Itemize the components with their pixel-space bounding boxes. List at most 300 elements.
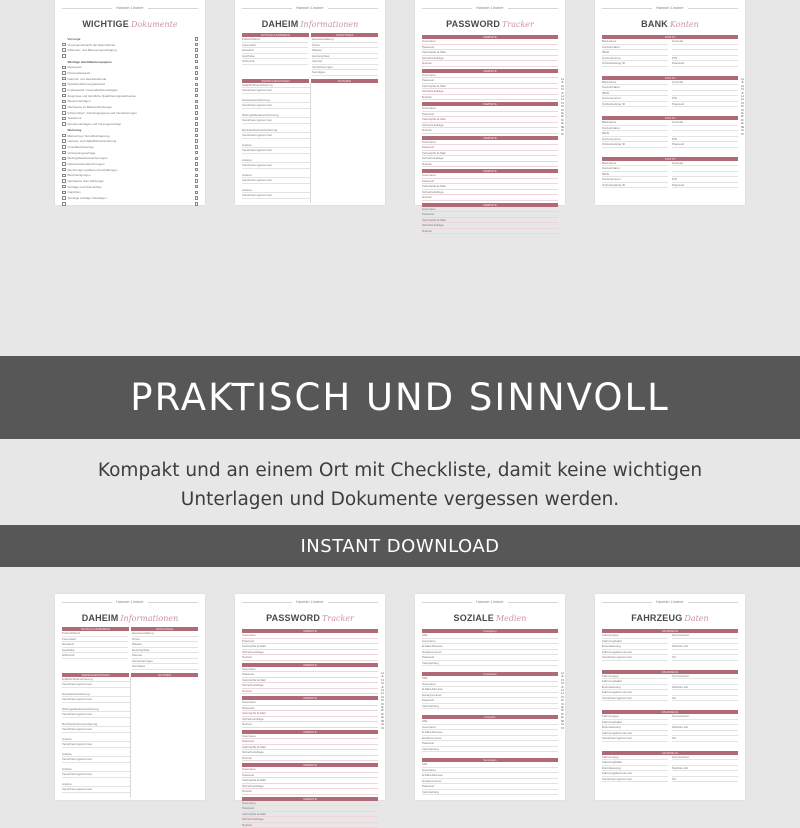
checklist-item: Versorgungsverträge <box>62 150 198 156</box>
form-field-label: Versicherungsnummer <box>62 772 130 778</box>
form-field-label: E-Mail-Adresse <box>422 687 558 693</box>
form-field-label: Sicherheitsfrage <box>242 750 378 756</box>
checkbox-icon <box>195 111 199 115</box>
checklist-item: Personalausweis <box>62 70 198 76</box>
checklist-item: Nebenkostenabrechnungen <box>62 161 198 167</box>
form-field-label: Verknüpfte E-Mail <box>422 84 558 90</box>
checkbox-icon <box>195 43 199 47</box>
form-field-label: Polizei/Notruf <box>62 631 128 637</box>
checkbox-icon <box>195 202 199 206</box>
checkbox-icon <box>62 202 66 206</box>
form-field-label: Sicherheitsfrage <box>242 650 378 656</box>
section-header: WEBSITE <box>422 35 558 39</box>
section-header: VERSICHERUNGEN NOTIZEN <box>62 673 198 677</box>
page-wichtige-dokumente <box>55 0 205 205</box>
form-field-label: Wasser <box>312 48 378 54</box>
form-field-label: Sicherheitsfrage <box>242 784 378 790</box>
form-field-label: Passwort <box>422 179 558 185</box>
form-field-label: Versicherungen <box>312 65 378 71</box>
form-field-label: Verknüpfte E-Mail <box>422 151 558 157</box>
form-field-label: Andere <box>242 173 310 179</box>
checklist-item: Mietvertrag / Grundbuchauszug <box>62 133 198 139</box>
form-field-label: Verknüpfte E-Mail <box>242 644 378 650</box>
form-field-label: Andere <box>242 158 310 164</box>
form-field-label: E-Mail-Adresse <box>422 644 558 650</box>
brand-label: Hannah Lindner <box>476 6 504 10</box>
checkbox-icon <box>195 117 199 121</box>
form-field-label: Username <box>422 768 558 774</box>
form-field-label: URL <box>422 676 558 682</box>
form-field-label: Passwort <box>672 61 738 67</box>
form-field-label: Rechtsschutzversicherung <box>62 722 130 728</box>
form-field-label: Wasser <box>132 642 198 648</box>
form-field-label: Bankname <box>602 120 668 126</box>
form-field-label: Passwort <box>242 739 378 745</box>
form-field-label: Fahrzeugidentnummer <box>602 650 668 656</box>
checklist-item: Vorsorgevollmacht der Eltern/Kinder <box>62 42 198 48</box>
page-daheim-informationen <box>55 594 205 800</box>
checklist-section: Wohnung <box>62 127 198 133</box>
form-field-label: Verknüpfte E-Mail <box>242 812 378 818</box>
form-field-label: Passwort <box>242 806 378 812</box>
checkbox-icon <box>62 191 66 195</box>
section-header: WEBSITE <box>422 169 558 173</box>
checklist-item: Wohngebäudeversicherungen <box>62 155 198 161</box>
section-header: WEBSITE <box>242 763 378 767</box>
brand-label: Hannah Lindner <box>656 600 684 604</box>
checkbox-icon <box>62 111 66 115</box>
form-field-label: Andere <box>62 737 130 743</box>
form-field-label: Passwort <box>672 183 738 189</box>
checkbox-icon <box>195 100 199 104</box>
form-field-label: PIN <box>672 137 738 143</box>
form-field-label: Notizen <box>422 95 558 101</box>
form-field-label: Fahrzeugtyp <box>602 674 668 680</box>
form-field-label: Passwort <box>242 672 378 678</box>
form-field-label: Tel. <box>672 655 738 661</box>
form-field-label: Username <box>242 700 378 706</box>
form-field-label: Verknüpfte E-Mail <box>242 778 378 784</box>
form-field-label: Wohngebäudeversicherung <box>242 113 310 119</box>
form-field-label: Kontonummer <box>602 96 668 102</box>
headline: PRAKTISCH UND SINNVOLL <box>130 376 669 419</box>
checkbox-icon <box>195 83 199 87</box>
form-field-label: Versicherungsnummer <box>602 696 668 702</box>
form-field-label: Kontoart <box>672 161 738 167</box>
checkbox-icon <box>195 162 199 166</box>
checklist-item: Reisepass <box>62 64 198 70</box>
form-field-label: Fahrzeugidentnummer <box>602 731 668 737</box>
form-field-label: Versicherungsnummer <box>62 712 130 718</box>
form-field-label: Versicherungsnummer <box>242 163 310 169</box>
form-field-label: Username <box>242 734 378 740</box>
form-field-label: Passwort <box>422 655 558 661</box>
form-field-label: Handynummer <box>422 736 558 742</box>
checkbox-icon <box>62 94 66 98</box>
section-header: WEBSITE <box>242 797 378 801</box>
form-field-label: Tel. <box>672 736 738 742</box>
section-header: WEBSITE <box>422 102 558 106</box>
checkbox-icon <box>195 122 199 126</box>
form-field-label: Wohngebäudeversicherung <box>62 707 130 713</box>
side-tab-label: HANNAH LINDNER DESIGN <box>381 672 384 730</box>
form-field-label: Tel. <box>672 777 738 783</box>
headline-banner <box>0 356 800 439</box>
form-field-label: Hausverwaltung <box>132 631 198 637</box>
form-field-label: URL <box>422 762 558 768</box>
form-field-label: Nächste HU <box>672 766 738 772</box>
form-field-label: Passwort <box>422 145 558 151</box>
form-field-label: Notizen <box>242 655 378 661</box>
checklist-item: Verträge und Vollmachten <box>62 184 198 190</box>
form-field-label: Sonstiges <box>312 70 378 76</box>
form-field-label: Strom <box>132 637 198 643</box>
form-field-label: Versicherungsnummer <box>242 133 310 139</box>
form-field-label: Versicherungsnummer <box>242 148 310 154</box>
form-field-label: Passwort <box>242 773 378 779</box>
form-field-label: IBAN <box>602 172 668 178</box>
checklist-section: Wichtige Identifikationspapiere <box>62 59 198 65</box>
checklist-item: Nachweise zu Bankverbindungen <box>62 104 198 110</box>
form-field-label: Passwort <box>242 706 378 712</box>
form-field-label: URL <box>422 633 558 639</box>
form-field-label: Username <box>422 140 558 146</box>
form-field-label: Kontoinhaber <box>602 126 668 132</box>
section-header: NOTFALLNUMMERN SONSTIGES <box>242 33 378 37</box>
form-field-label: PIN <box>672 56 738 62</box>
page-title: PASSWORD Tracker <box>422 19 558 33</box>
form-field-label: Notizen <box>422 128 558 134</box>
form-field-label: Nächste HU <box>672 685 738 691</box>
checkbox-icon <box>62 134 66 138</box>
form-field-label: Erstzulassung <box>602 725 668 731</box>
checkbox-icon <box>62 48 66 52</box>
form-field-label: Kontoart <box>672 39 738 45</box>
checklist-item: Zeugnisse und berufliche Qualifizierungsnachweise <box>62 93 198 99</box>
form-field-label: Kennzeichen <box>672 755 738 761</box>
form-field-label: Versicherungsnummer <box>242 118 310 124</box>
form-field-label: Apotheke <box>242 54 308 60</box>
form-field-label: Versicherungsnummer <box>62 742 130 748</box>
section-header: Facebook <box>422 672 558 676</box>
form-field-label: PIN <box>672 177 738 183</box>
checkbox-icon <box>62 122 66 126</box>
form-field-label: Nächste HU <box>672 725 738 731</box>
form-field-label: Passwort <box>422 784 558 790</box>
page-title: WICHTIGE Dokumente <box>62 19 198 33</box>
form-field-label: Giftnotruf <box>242 59 308 65</box>
checklist-item: Hausrat- und Haftpflichtversicherung <box>62 138 198 144</box>
form-field-label: Username <box>422 207 558 213</box>
form-field-label: Andere <box>62 767 130 773</box>
section-header: WEBSITE <box>242 730 378 734</box>
checklist-item: Testament <box>62 116 198 122</box>
form-field-label: Username <box>422 173 558 179</box>
section-header: FAHRZEUG <box>602 751 738 755</box>
form-field-label: Versicherungen <box>132 659 198 665</box>
form-field-label: Verknüpfte E-Mail <box>422 117 558 123</box>
form-field-label: Feuerwehr <box>62 637 128 643</box>
brand-label: Hannah Lindner <box>116 600 144 604</box>
checkbox-icon <box>62 100 66 104</box>
checkbox-icon <box>195 145 199 149</box>
form-field-label: Sicherheitsfrage <box>422 89 558 95</box>
section-header: WEBSITE <box>242 696 378 700</box>
instant-download-banner <box>0 525 800 567</box>
form-field-label: Username <box>242 801 378 807</box>
form-field-label: Andere <box>242 188 310 194</box>
form-field-label: Verknüpfte E-Mail <box>242 745 378 751</box>
page-password-tracker <box>235 594 385 800</box>
side-tab-label: HANNAH LINDNER DESIGN <box>741 78 744 136</box>
page-bank-konten <box>595 0 745 205</box>
checklist-item: Nachweise über Zahlungen <box>62 178 198 184</box>
checkbox-icon <box>62 105 66 109</box>
checklist-item: Sozialversicherungsausweis <box>62 82 198 88</box>
form-field-label: IBAN <box>602 131 668 137</box>
page-fahrzeug-daten <box>595 594 745 800</box>
form-field-label: Versicherungsnummer <box>62 697 130 703</box>
brand-label: Hannah Lindner <box>296 6 324 10</box>
page-daheim-informationen <box>235 0 385 205</box>
form-field-label: Onlinebanking ID <box>602 102 668 108</box>
form-field-label: Kontonummer <box>602 56 668 62</box>
form-field-label: Username <box>422 682 558 688</box>
section-header: WEBSITE <box>422 136 558 140</box>
checkbox-icon <box>195 191 199 195</box>
form-field-label: Giftnotruf <box>62 653 128 659</box>
form-field-label: Passwort <box>242 639 378 645</box>
checkbox-icon <box>195 77 199 81</box>
brand-label: Hannah Lindner <box>476 600 504 604</box>
checklist-item: Sonstige wichtige Unterlagen <box>62 195 198 201</box>
form-field-label: Heizung/Gas <box>132 648 198 654</box>
checkbox-icon <box>195 48 199 52</box>
form-field-label: Apotheke <box>62 648 128 654</box>
form-field-label: Username <box>242 767 378 773</box>
checkbox-icon <box>195 151 199 155</box>
page-title: PASSWORD Tracker <box>242 613 378 627</box>
form-field-label: Erstzulassung <box>602 644 668 650</box>
form-field-label: Hausverwaltung <box>312 37 378 43</box>
form-field-label: Handynummer <box>422 693 558 699</box>
form-field-label: Andere <box>62 752 130 758</box>
form-field-label: Notizen <box>242 722 378 728</box>
form-field-label: Notizen <box>242 789 378 795</box>
form-field-label: Verknüpfung <box>422 661 558 667</box>
form-field-label: Haftpflichtversicherung <box>62 677 130 683</box>
form-field-label: Handynummer <box>422 779 558 785</box>
section-header: WEBSITE <box>422 69 558 73</box>
form-field-label: Nächste HU <box>672 644 738 650</box>
checklist-item: Rentenunterlagen und Vorsorgeverträge <box>62 121 198 127</box>
form-field-label: Verknüpfte E-Mail <box>422 184 558 190</box>
form-field-label: Hausratversicherung <box>242 98 310 104</box>
checkbox-icon <box>62 157 66 161</box>
form-field-label: Kontonummer <box>602 137 668 143</box>
checklist-section: Vorsorge <box>62 36 198 42</box>
form-field-label: Verknüpfung <box>422 704 558 710</box>
form-field-label: Kontonummer <box>602 177 668 183</box>
form-field-label: Erstzulassung <box>602 685 668 691</box>
form-field-label: Fahrzeugtyp <box>602 714 668 720</box>
checkbox-icon <box>62 83 66 87</box>
subtitle: Kompakt und an einem Ort mit Checkliste, damit keine wichtigen Unterlagen und Dokumente vergessen werden. <box>0 456 800 514</box>
form-field-label: Sicherheitsfrage <box>422 223 558 229</box>
form-field-label: Fahrzeughalter <box>602 720 668 726</box>
form-field-label: Sicherheitsfrage <box>242 683 378 689</box>
form-field-label: Passwort <box>422 741 558 747</box>
checkbox-icon <box>62 168 66 172</box>
form-field-label: Onlinebanking ID <box>602 142 668 148</box>
checkbox-icon <box>195 134 199 138</box>
form-field-label: Versicherungsnummer <box>62 727 130 733</box>
checkbox-icon <box>62 196 66 200</box>
checkbox-icon <box>62 54 66 58</box>
form-field-label: Passwort <box>422 112 558 118</box>
form-field-label: Sonstiges <box>132 664 198 670</box>
form-field-label: E-Mail-Adresse <box>422 773 558 779</box>
form-field-label: Hausarzt <box>62 642 128 648</box>
checkbox-icon <box>195 71 199 75</box>
checkbox-icon <box>195 54 199 58</box>
form-field-label: Sicherheitsfrage <box>422 56 558 62</box>
form-field-label: E-Mail-Adresse <box>422 730 558 736</box>
form-field-label: PIN <box>672 96 738 102</box>
form-field-label: Passwort <box>422 78 558 84</box>
form-field-label: Notizen <box>422 229 558 235</box>
form-field-label: Versicherungsnummer <box>602 777 668 783</box>
section-header: KONTO <box>602 35 738 39</box>
form-field-label: Notizen <box>422 162 558 168</box>
checkbox-icon <box>62 71 66 75</box>
checkbox-icon <box>195 196 199 200</box>
checkbox-icon <box>62 88 66 92</box>
form-field-label: Onlinebanking ID <box>602 61 668 67</box>
page-title: FAHRZEUG Daten <box>602 613 738 627</box>
form-field-label: Bankname <box>602 80 668 86</box>
section-header: WEBSITE <box>242 663 378 667</box>
checkbox-icon <box>62 139 66 143</box>
form-field-label: Kennzeichen <box>672 714 738 720</box>
checkbox-icon <box>195 60 199 64</box>
form-field-label: Versicherungsnummer <box>242 178 310 184</box>
form-field-label: Sicherheitsfrage <box>422 123 558 129</box>
section-header: LinkedIn <box>422 715 558 719</box>
section-header: FAHRZEUG <box>602 710 738 714</box>
form-field-label: Versicherungsnummer <box>242 103 310 109</box>
section-header: VERSICHERUNGEN NOTIZEN <box>242 79 378 83</box>
checklist-item: Geburts- und Heiratsurkunde <box>62 76 198 82</box>
form-field-label: Heizung/Gas <box>312 54 378 60</box>
checkbox-icon <box>195 37 199 41</box>
form-field-label: Bankname <box>602 161 668 167</box>
form-field-label: Sicherheitsfrage <box>422 190 558 196</box>
form-field-label: Username <box>422 39 558 45</box>
form-field-label: Passwort <box>672 102 738 108</box>
form-field-label: Versicherungsnummer <box>62 757 130 763</box>
form-field-label: Bankname <box>602 39 668 45</box>
brand-label: Hannah Lindner <box>296 600 324 604</box>
form-field-label: Hausratversicherung <box>62 692 130 698</box>
form-field-label: Verknüpfung <box>422 790 558 796</box>
form-field-label: Kontoinhaber <box>602 45 668 51</box>
section-header: KONTO <box>602 116 738 120</box>
checklist-item: Rechnungen größerer Anschaffungen <box>62 167 198 173</box>
form-field-label: Kontoinhaber <box>602 85 668 91</box>
form-field-label: Passwort <box>672 142 738 148</box>
form-field-label: URL <box>422 719 558 725</box>
form-field-label: Verknüpfte E-Mail <box>422 218 558 224</box>
checkbox-icon <box>195 88 199 92</box>
checkbox-icon <box>62 77 66 81</box>
form-field-label: Haftpflichtversicherung <box>242 83 310 89</box>
form-field-label: Internet <box>312 59 378 65</box>
form-field-label: Sicherheitsfrage <box>422 156 558 162</box>
page-title: SOZIALE Medien <box>422 613 558 627</box>
bottom-preview-row <box>0 594 800 800</box>
form-field-label: Sicherheitsfrage <box>242 717 378 723</box>
form-field-label: Kontoart <box>672 80 738 86</box>
form-field-label: Strom <box>312 43 378 49</box>
checkbox-icon <box>62 174 66 178</box>
form-field-label: Fahrzeughalter <box>602 760 668 766</box>
form-field-label: IBAN <box>602 91 668 97</box>
checkbox-icon <box>195 105 199 109</box>
form-field-label: Kontoart <box>672 120 738 126</box>
form-field-label: Notizen <box>242 823 378 828</box>
page-title: DAHEIM Informationen <box>62 613 198 627</box>
form-field-label: Verknüpfte E-Mail <box>242 678 378 684</box>
form-field-label: Polizei/Notruf <box>242 37 308 43</box>
form-field-label: Tel. <box>672 696 738 702</box>
brand-label: Hannah Lindner <box>656 6 684 10</box>
form-field-label: Versicherungsnummer <box>602 736 668 742</box>
form-field-label: Versicherungsnummer <box>242 193 310 199</box>
form-field-label: Passwort <box>422 212 558 218</box>
checklist-item: Garantien <box>62 190 198 196</box>
section-header: FAHRZEUG <box>602 670 738 674</box>
checkbox-icon <box>195 168 199 172</box>
cta-label: INSTANT DOWNLOAD <box>301 536 500 557</box>
side-tab-label: HANNAH LINDNER DESIGN <box>561 672 564 730</box>
checkbox-icon <box>62 185 66 189</box>
section-header: KONTO <box>602 76 738 80</box>
checklist-item: Patienten- und Betreuungsverfügung <box>62 47 198 53</box>
checklist-item <box>62 201 198 207</box>
form-field-label: Handynummer <box>422 650 558 656</box>
form-field-label: Andere <box>62 782 130 788</box>
checkbox-icon <box>62 66 66 70</box>
form-field-label: Fahrzeugidentnummer <box>602 771 668 777</box>
section-header: WEBSITE <box>422 203 558 207</box>
checklist-item: Grundbuchauszüge <box>62 144 198 150</box>
checklist-item: Impfausweis / Gesundheitsunterlagen <box>62 87 198 93</box>
form-field-label: Notizen <box>422 61 558 67</box>
checklist-item: Steuerunterlagen <box>62 99 198 105</box>
checkbox-icon <box>195 139 199 143</box>
checkbox-icon <box>195 174 199 178</box>
form-field-label: Sicherheitsfrage <box>242 817 378 823</box>
top-preview-row <box>0 0 800 205</box>
page-title: BANK Konten <box>602 19 738 33</box>
section-header: NOTFALLNUMMERN SONSTIGES <box>62 627 198 631</box>
checkbox-icon <box>62 151 66 155</box>
checkbox-icon <box>62 162 66 166</box>
form-field-label: Fahrzeugtyp <box>602 755 668 761</box>
checkbox-icon <box>195 94 199 98</box>
form-field-label: Fahrzeugidentnummer <box>602 690 668 696</box>
